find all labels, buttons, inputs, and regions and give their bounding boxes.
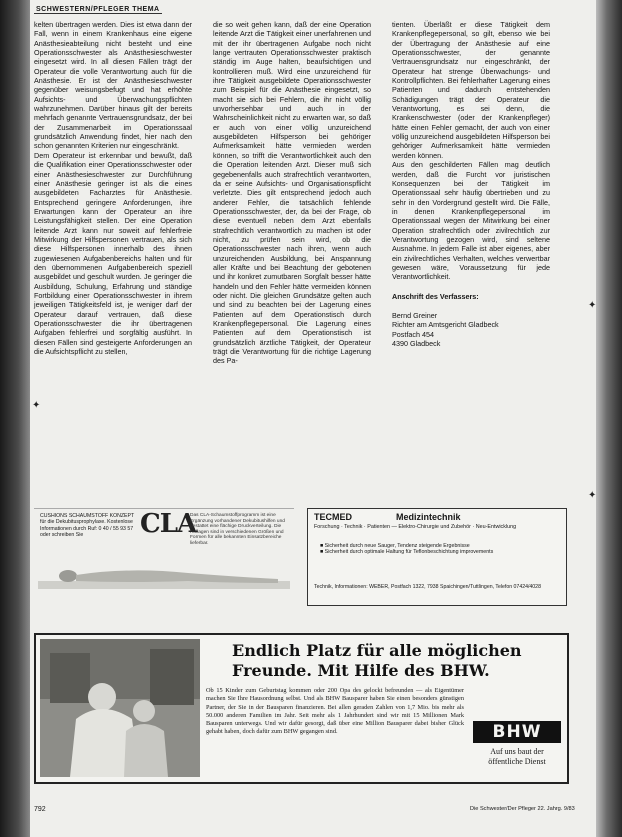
tecmed-contact: Technik, Informationen: WEBER, Postfach 1322, 7938 Spaichingen/Tuttlingen, Telefon 07424/4028	[314, 584, 541, 590]
tecmed-subtitle: Medizintechnik	[396, 512, 461, 522]
section-header: SCHWESTERN/PFLEGER THEMA	[36, 6, 160, 13]
paragraph: kelten übertragen werden. Dies ist etwa dann der Fall, wenn in einem Krankenhaus eine eigene Anästhesieabteilung nicht besteht und eine Operationsschwester als Anästhesieschwester eingesetzt wird. In all diesen Fällen trägt der Operateur die volle Verantwortung auch für die Anästhesie. Er ist der Anästhesieschwester gegenüber weisungsbefugt und hat erhöhte Aufsichts- und Überwachungspflichten wahrzunehmen. Darüber hinaus gilt der bereits mehrfach genannte Vertrauensgrundsatz, der bei der Zusammenarbeit im Operationssaal grundsätzlich Anwendung findet, hier nach den schon genannten Kriterien nur eingeschränkt.	[34, 20, 192, 151]
cla-ad-text: CUSHIONS SCHAUMSTOFF KONZEPT für die Dekubitusprophylaxe. Kostenlose Informationen durch Ruf: 0 40 / 55 93 57 oder schreiben Sie	[40, 513, 135, 538]
article-column-3	[392, 20, 550, 348]
page-number: 792	[34, 806, 46, 813]
family-photo	[40, 639, 200, 777]
tecmed-brand: TECMED	[314, 512, 352, 522]
bhw-slogan: Auf uns baut der öffentliche Dienst	[488, 747, 546, 766]
bhw-body-text: Ob 15 Kinder zum Geburtstag kommen oder 200 Opa des gelockt befreunden — als Eigentümer machen Sie Ihre Hausordnung selbst. Und als BHW Bausparer haben Sie einen besonders günstigen Partner, der Sie in der Bausparen finanzieren. Bei allen geraden Zahlen von 1,7 Mio. bis mehr als 50.000 anderen Familien im Jahr. Seit mehr als 1 Jahrhundert sind wir mit 15 Millionen Mark Bausparen unterwegs. Und wir dafür gesorgt, daß über eine Million Bausparer dabei bisher Glück gehabt haben, doch dafür zum BHW gegangen sind.	[206, 687, 464, 736]
article-column-1	[34, 20, 192, 356]
author-address-line: Richter am Amtsgericht Gladbeck	[392, 320, 499, 330]
paragraph: Dem Operateur ist erkennbar und bewußt, daß die Qualifikation einer Operationsschwester oder einer Anästhesieschwester zur Durchführung einer Anästhesie geringer ist als die eines ausgebildeten Facharztes für Anästhesie. Entsprechend geringere Anforderungen, ihre Erwartungen kann der Operateur an ihre Leistungsfähigkeit stellen. Der eine Operation leitende Arzt kann nur soweit auf fehlerfreie Mitwirkung der Hilfspersonen vertrauen, als sich diese Hilfspersonen innerhalb des ihnen zugewiesenen Aufgabenbereichs halten und für den übernommenen Aufgabenbereich speziell ausgebildet und geschult wurden. Je geringer die Ausbildung, Schulung, Erfahrung und ständige Fortbildung einer Operationsschwester in ihrem jeweiligen Tätigkeitsfeld ist, je weniger darf der Operateur darauf vertrauen, daß diese Operationsschwester die ihr übertragenen Aufgaben fehlerfrei und sorgfältig ausführt. In diesen Fällen sind gesteigerte Anforderungen an die Aufsichtspflicht zu stellen,	[34, 150, 192, 357]
tecmed-feature: ■ Sicherheit durch optimale Haltung für Teflonbeschichtung improvements	[320, 549, 494, 556]
tecmed-tagline: Forschung · Technik · Patienten — Elektro-Chirurgie und Zubehör · Neu-Entwicklung	[314, 524, 517, 530]
author-address-title: Anschrift des Verfassers:	[392, 291, 479, 301]
book-spine	[0, 0, 30, 837]
page-tab-mark: ✦	[32, 400, 41, 411]
paragraph: tienten. Überläßt er diese Tätigkeit dem Krankenpflegepersonal, so gilt, ebenso wie bei der Übertragung der Anästhesie auf eine Operationsschwester, der genannte Vertrauensgrundsatz nur eingeschränkt, der Operateur hat strenge Überwachungs- und Kontrollpflichten. Bei fehlerhafter Lagerung eines Patienten und dadurch entstehenden Schädigungen trägt der Operateur die Verantwortung, es sei denn, die Krankenschwester (oder der Krankenpfleger) hätte einen Fehler gemacht, der auch von einer völlig unzureichend ausgebildeten Hilfsperson bei gehöriger Aufmerksamkeit hätte vermieden werden können.	[392, 20, 550, 160]
author-address	[392, 292, 550, 349]
reclining-figure-image	[38, 561, 290, 589]
tecmed-features	[320, 543, 560, 555]
journal-footer: Die Schwester/Der Pfleger 22. Jahrg. 9/83	[470, 806, 575, 812]
tecmed-feature: ■ Sicherheit durch neue Sauger, Tendenz steigende Ergebnisse	[320, 543, 470, 549]
cla-ad-description: Das CLA-Schaumstoffprogramm ist eine Ergänzung vorhandener Dekubitushilfen und gestattet eine flächige Druckverteilung. Die Auflagen sind in verschiedenen Größen und Formen für alle bekannten Einsatzbereiche lieferbar.	[190, 513, 285, 546]
advertisement-cla	[34, 508, 294, 609]
author-address-line: Bernd Greiner	[392, 310, 438, 320]
page-edge	[596, 0, 622, 837]
cla-logo: CLA	[140, 509, 197, 539]
paragraph: Aus den geschilderten Fällen mag deutlich werden, daß die Furcht vor juristischen Konsequenzen bei der Tätigkeit im Operationssaal sehr häufig übertrieben und zu sehr in den Vordergrund gestellt wird. Die Fälle, in denen Krankenpflegepersonal im Operationssaal wegen der Mitwirkung bei einer Operation strafrechtlich oder zivilrechtlich zur Verantwortung gezogen wird, sind seltene Ausnahme. In jedem Falle ist aber eigenes, aber ein zivilrechtliches Verhalten, welches verwertbar gewesen wäre, Voraussetzung für jede Verantwortlichkeit.	[392, 160, 550, 282]
advertisement-bhw	[34, 633, 569, 784]
author-address-line: Postfach 454	[392, 329, 434, 339]
article-column-2	[213, 20, 371, 366]
paragraph: die so weit gehen kann, daß der eine Operation leitende Arzt die Tätigkeit einer unerfahrenen und mit der ihr übertragenen Aufgabe noch nicht lange vertrauten Operationsschwester praktisch ständig im Auge halten, beaufsichtigen und kontrollieren muß. Wird eine unzureichend für ihre Tätigkeit ausgebildete Operationsschwester zum Beispiel für die Anästhesie eingesetzt, so macht sie sich bei Fehlern, die ihr nicht völlig unvorhersehbar und auch in der Wahrscheinlichkeit nicht zu erwarten war, so daß er auch von einer völlig unzureichend ausgebildeten Hilfsperson bei gehöriger Aufmerksamkeit hätte vermieden werden können, so trifft die Verantwortlichkeit auch den die Operation leitenden Arzt. Dieser muß sich gegebenenfalls auch strafrechtlich verantworten, da er seine Aufsichts- und Organisationspflicht verletzte. Dies gilt entsprechend jedoch auch anderer Fehler, die tatsächlich fehlende Operationsschwester, der, da bei der Frage, ob diese eventuell neben dem Arzt ebenfalls strafrechtlich verantwortlich zu machen ist oder nicht, zu prüfen sein wird, ob die Operationsschwester nach ihren, wenn auch unzureichenden Ausbildung, bei Anspannung aller Kräfte und bei Beachtung der gebotenen und ihr konkret zumutbaren Sorgfalt besser hätte handeln und den Fehler hätte vermeiden können oder nicht. Die gleichen Grundsätze gelten auch und sind zu beachten bei der Lagerung eines Patienten auf dem Operationstisch durch Krankenpflegepersonal. Die Lagerung eines Patienten auf dem Operationstisch ist grundsätzlich ärztliche Tätigkeit, der Operateur trägt die Verantwortung für die richtige Lagerung des Pa-	[213, 20, 371, 366]
page-tab-mark: ✦	[588, 490, 597, 501]
author-address-line: 4390 Gladbeck	[392, 339, 441, 348]
bhw-headline: Endlich Platz für alle möglichen Freunde. Mit Hilfe des BHW.	[232, 641, 522, 680]
advertisement-tecmed	[307, 508, 567, 606]
bhw-logo: BHW	[473, 721, 561, 743]
page-tab-mark: ✦	[588, 300, 597, 311]
